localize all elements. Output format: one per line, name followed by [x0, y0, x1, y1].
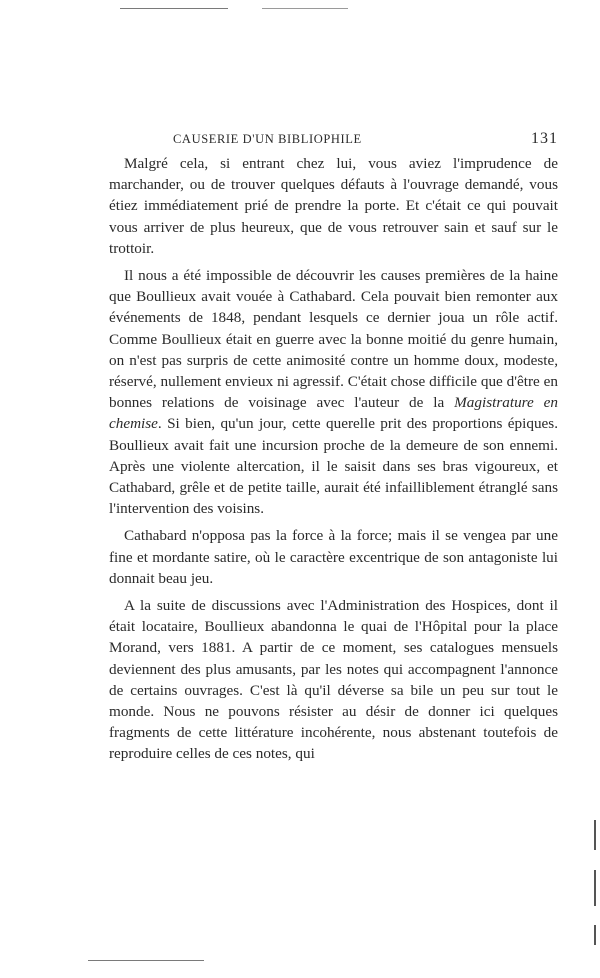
paragraph: Malgré cela, si entrant chez lui, vous aviez l'imprudence de marchander, ou de trouver quelques défauts à l'ouvrage demandé, vous étiez immédiatement prié de prendre la porte. Et c'était ce qui pouvait vous arriver de plus heureux, que de vous retrouver sain et sauf sur le trottoir.: [109, 155, 558, 257]
paragraph-text: . Si bien, qu'un jour, cette querelle prit des proportions épiques. Boullieux avait fait une incursion proche de la demeure de son ennemi. Après une violente altercation, il le saisit dans ses bras vigoureux, et Cathabard, grêle et de petite taille, aurait été infailliblement étranglé sans l'intervention des voisins.: [109, 415, 558, 518]
scan-edge-line: [120, 8, 228, 9]
page-number: 131: [531, 130, 558, 147]
scan-edge-line: [88, 960, 204, 961]
paragraph: [109, 265, 558, 519]
running-head: [109, 130, 558, 152]
running-title: CAUSERIE D'UN BIBLIOPHILE: [173, 132, 362, 146]
paragraph: A la suite de discussions avec l'Administration des Hospices, dont il était locataire, Boullieux abandonna le quai de l'Hôpital pour la place Morand, vers 1881. A partir de ce moment, ses catalogues mensuels deviennent des plus amusants, par les notes qui accompagnent l'annonce de certains ouvrages. C'est là qu'il déverse sa bile un peu sur tout le monde. Nous ne pouvons résister au désir de donner ici quelques fragments de cette littérature incohérente, nous abstenant toutefois de reproduire celles de ces notes, qui: [109, 597, 558, 763]
scan-edge-mark: [594, 925, 596, 945]
scan-edge-mark: [594, 820, 596, 850]
body-text: [109, 153, 558, 765]
scan-edge-mark: [594, 870, 596, 906]
paragraph-text: Il nous a été impossible de découvrir les causes premières de la haine que Boullieux avait vouée à Cathabard. Cela pouvait bien remonter aux événements de 1848, pendant lesquels ce dernier joua un rôle actif. Comme Boullieux était en guerre avec la bonne moitié du genre humain, on n'est pas surpris de cette animosité contre un homme doux, modeste, réservé, nullement envieux ni agressif. C'était chose difficile que d'être en bonnes relations de voisinage avec l'auteur de la: [109, 267, 558, 412]
book-title: Magistrature en chemise: [109, 394, 558, 433]
scan-edge-line: [262, 8, 348, 9]
paragraph: Cathabard n'opposa pas la force à la force; mais il se vengea par une fine et mordante satire, où le caractère excentrique de son antagoniste lui donnait beau jeu.: [109, 527, 558, 587]
